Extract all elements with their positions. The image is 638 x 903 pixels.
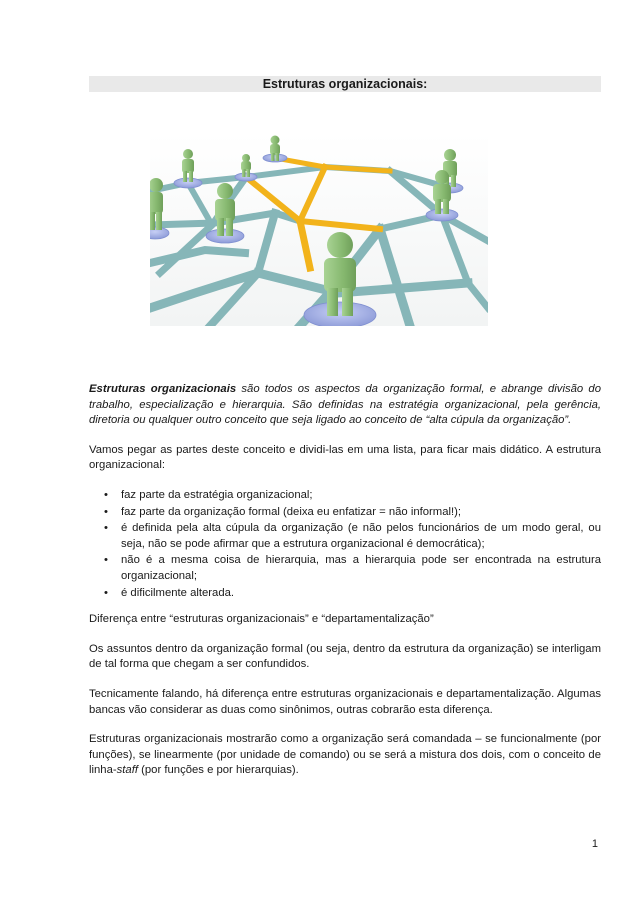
list-intro: Vamos pegar as partes deste conceito e dividi-las em uma lista, para ficar mais didático. A estrutura organizacional: xyxy=(89,443,601,472)
paragraph-text-after: (por funções e por hierarquias). xyxy=(138,764,299,777)
staff-term: staff xyxy=(116,764,138,777)
network-illustration xyxy=(150,133,488,326)
paragraph-formal-organization: Os assuntos dentro da organização formal (ou seja, dentro da estrutura da organização) se interligam de tal forma que chegam a ser confundidos. xyxy=(89,642,601,671)
intro-text: são todos os aspectos da organização formal, e abrange divisão do trabalho, especialização e hierarquia. São definidas na estratégia organizacional, pela gerência, diretoria ou qualquer outro conceito que seja ligado ao conceito de “alta cúpula da organização”. xyxy=(89,383,601,427)
list-item: • faz parte da organização formal (deixa eu enfatizar = não informal!); xyxy=(121,505,601,521)
difference-heading: Diferença entre “estruturas organizacionais” e “departamentalização” xyxy=(89,613,434,626)
intro-term: Estruturas organizacionais xyxy=(89,383,237,395)
list-item: • é dificilmente alterada. xyxy=(121,586,601,602)
paragraph-technical-difference: Tecnicamente falando, há diferença entre estruturas organizacionais e departamentalização. Algumas bancas vão considerar as duas como sinônimos, outras cobrarão esta diferença. xyxy=(89,687,601,716)
intro-paragraph xyxy=(89,382,601,429)
list-item: • não é a mesma coisa de hierarquia, mas a hierarquia pode ser encontrada na estrutura organizacional; xyxy=(121,553,601,584)
characteristics-list xyxy=(89,488,601,601)
paragraph-text-before: Estruturas organizacionais mostrarão como a organização será comandada – se funcionalmente (por funções), se linearmente (por unidade de comando) ou se será a mistura dos dois, com o conceito de linha- xyxy=(89,733,601,777)
list-item: • é definida pela alta cúpula da organização (e não pelos funcionários de um modo geral, ou seja, não se pode afirmar que a estrutura organizacional é democrática); xyxy=(121,521,601,552)
page-number: 1 xyxy=(591,838,598,850)
main-content xyxy=(89,382,601,793)
paragraph-structure-command xyxy=(89,732,601,779)
list-item: • faz parte da estratégia organizacional; xyxy=(121,488,601,504)
page-title: Estruturas organizacionais: xyxy=(89,76,601,92)
